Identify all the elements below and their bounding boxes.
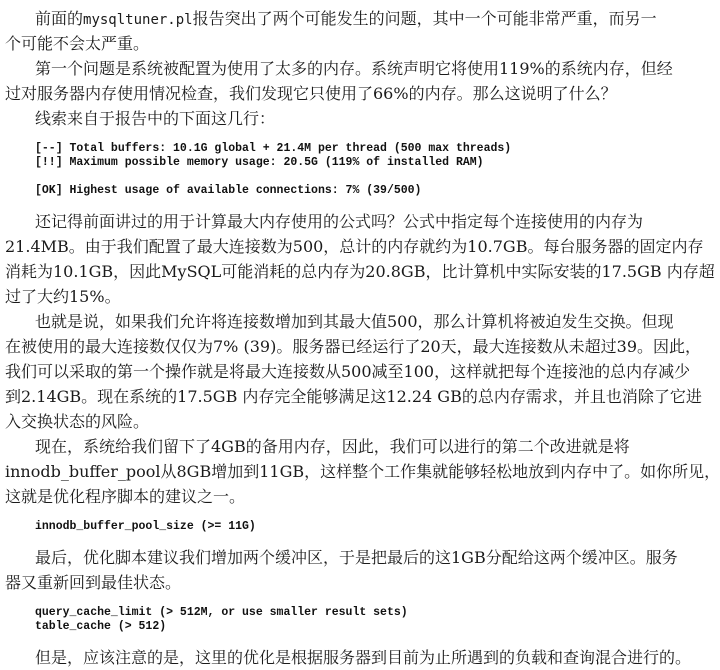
- text-line: 到2.14GB。现在系统的17.5GB 内存完全能够满足这12.24 GB的总内存需求，并且也消除了它进: [5, 387, 702, 406]
- text-line: innodb_buffer_pool从8GB增加到11GB，这样整个工作集就能够轻松地放到内存中了。如你所见，: [5, 462, 720, 481]
- paragraph-mysqltuner-intro: [5, 6, 657, 56]
- text-line: 现在，系统给我们留下了4GB的备用内存，因此，我们可以进行的第二个改进就是将: [35, 437, 630, 456]
- paragraph-memory-formula: [5, 209, 715, 309]
- text-line: 消耗为10.1GB，因此MySQL可能消耗的总内存为20.8GB，比计算机中实际安装的17.5GB 内存超: [5, 262, 715, 281]
- text-line: 但是，应该注意的是，这里的优化是根据服务器到目前为止所遇到的负载和查询混合进行的。: [35, 648, 692, 667]
- text-line: 这就是优化程序脚本的建议之一。: [5, 487, 246, 506]
- code-line: [--] Total buffers: 10.1G global + 21.4M per thread (500 max threads): [35, 142, 512, 155]
- text-line: 最后，优化脚本建议我们增加两个缓冲区，于是把最后的这1GB分配给这两个缓冲区。服务: [35, 548, 678, 567]
- text-line: 21.4MB。由于我们配置了最大连接数为500，总计的内存就约为10.7GB。每台服务器的固定内存: [5, 237, 704, 256]
- paragraph-cache-buffers: [5, 545, 678, 595]
- code-block-cache: [5, 606, 617, 634]
- text-line: 我们可以采取的第一个操作就是将最大连接数从500减至100，这样就把每个连接池的总内存减少: [5, 362, 691, 381]
- paragraph-first-problem: [5, 56, 673, 106]
- code-block-innodb: [5, 520, 617, 534]
- code-block-connections: [5, 184, 617, 198]
- paragraph-buffer-pool: [5, 434, 720, 509]
- paragraph-max-connections: [5, 309, 702, 434]
- text-line: 器又重新回到最佳状态。: [5, 573, 182, 592]
- text-line: 也就是说，如果我们允许将连接数增加到其最大值500，那么计算机将被迫发生交换。但现: [35, 312, 674, 331]
- text-line: 还记得前面讲过的用于计算最大内存使用的公式吗？公式中指定每个连接使用的内存为: [35, 212, 644, 231]
- code-line: [!!] Maximum possible memory usage: 20.5G (119% of installed RAM): [35, 156, 484, 169]
- code-line: innodb_buffer_pool_size (>= 11G): [35, 520, 256, 533]
- code-line: table_cache (> 512): [35, 620, 167, 633]
- text-line: 过对服务器内存使用情况检查，我们发现它只使用了66%的内存。那么这说明了什么？: [5, 84, 617, 103]
- text-line: 线索来自于报告中的下面这几行：: [35, 109, 276, 128]
- text-line: 第一个问题是系统被配置为使用了太多的内存。系统声明它将使用119%的系统内存，但经: [35, 59, 673, 78]
- text-span: 报告突出了两个可能发生的问题，其中一个可能非常严重，而另一: [192, 9, 657, 28]
- document-page: [5, 6, 720, 670]
- text-line: [5, 6, 657, 31]
- paragraph-conclusion: [5, 645, 692, 670]
- text-span: 前面的: [35, 9, 84, 28]
- inline-code-mysqltuner: mysqltuner.pl: [83, 12, 193, 28]
- code-line: query_cache_limit (> 512M, or use smaller result sets): [35, 606, 408, 619]
- text-line: 入交换状态的风险。: [5, 412, 150, 431]
- code-line: [OK] Highest usage of available connections: 7% (39/500): [35, 184, 422, 197]
- text-line: 个可能不会太严重。: [5, 34, 150, 53]
- text-line: 过了大约15%。: [5, 287, 121, 306]
- text-line: 在被使用的最大连接数仅仅为7% (39)。服务器已经运行了20天，最大连接数从未超过39。因此，: [5, 337, 702, 356]
- paragraph-clue: [5, 106, 617, 131]
- code-block-buffers: [5, 142, 617, 170]
